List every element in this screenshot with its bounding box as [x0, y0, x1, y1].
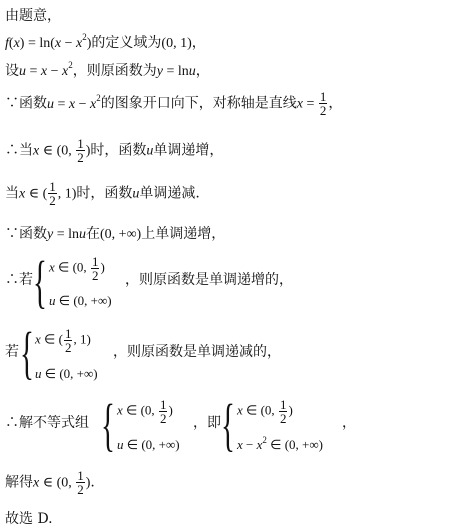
left-brace: {: [221, 392, 235, 457]
fraction-half: $\frac{1}{2}$: [77, 136, 84, 165]
text: ∵函数: [5, 226, 47, 242]
case-increasing-label: ∴若: [5, 272, 33, 288]
text: ∵函数: [5, 95, 47, 112]
text: 的图象开口向下，对称轴是直线: [100, 95, 297, 112]
system-row: u ∈ (0, +∞): [49, 293, 112, 308]
text: 时，函数: [90, 142, 147, 159]
punct: .: [90, 474, 95, 491]
system-row: $x - x^2$ ∈ (0, +∞): [237, 434, 323, 452]
domain-line: [5, 34, 206, 53]
fraction-half: $\frac{1}{2}$: [319, 89, 327, 118]
substitution-line: [5, 62, 210, 81]
function-definition: $f(x) = \ln(x - x^2)$: [5, 32, 92, 51]
increasing-line: ∴当x ∈ (0, $\frac{1}{2}$ )时，函数u单调递增，: [5, 136, 224, 165]
punct: ，: [328, 95, 343, 112]
y-definition: y = lnu: [47, 227, 87, 242]
text: 单调递减.: [139, 185, 200, 202]
text: 上单调递增，: [141, 226, 226, 242]
punct: ，: [342, 415, 356, 431]
system-row: x ∈ (0, $\frac{1}{2}$ ): [49, 254, 105, 283]
axis-line: ∵函数$u = x - x^2$的图象开口向下，对称轴是直线x = $\frac{1}{2}$ ，: [5, 89, 343, 118]
domain-interval: (0, 1): [161, 36, 192, 51]
answer-line: 故选 D.: [5, 511, 53, 527]
text: ∴当: [5, 142, 33, 159]
text: 当: [5, 185, 19, 202]
text: 在: [86, 226, 101, 242]
fraction-half: $\frac{1}{2}$: [77, 468, 84, 497]
system-row: u ∈ (0, +∞): [117, 437, 180, 452]
text: 解得: [5, 474, 33, 491]
fraction-half: $\frac{1}{2}$: [49, 179, 56, 208]
text: 时，函数: [76, 185, 133, 202]
system-row: x ∈ (0, $\frac{1}{2}$ ): [237, 397, 293, 426]
ln-monotonic-line: [5, 225, 225, 244]
interval: (0, +∞): [100, 227, 142, 242]
case-decreasing-label: 若: [5, 344, 19, 360]
solution-line: 解得x ∈ (0, $\frac{1}{2}$ ).: [5, 468, 95, 497]
u-expression: $u = x - x^2$: [47, 92, 101, 112]
text: 设: [5, 63, 19, 79]
punct: ，: [195, 63, 210, 79]
decreasing-conclusion: ，则原函数是单调递减的，: [113, 344, 281, 360]
solve-label: ∴解不等式组: [5, 415, 89, 431]
punct: ，: [191, 35, 206, 51]
left-brace: {: [101, 392, 115, 457]
domain-text: 的定义域为: [91, 35, 162, 51]
increasing-conclusion: ，则原函数是单调递增的，: [125, 272, 293, 288]
left-brace: {: [20, 320, 34, 385]
left-brace: {: [33, 249, 47, 314]
equivalently-label: ，即: [193, 415, 221, 431]
system-row: u ∈ (0, +∞): [35, 366, 98, 381]
y-definition: y = lnu: [156, 64, 196, 79]
text: ，则原函数为: [72, 63, 157, 79]
system-row: x ∈ (0, $\frac{1}{2}$ ): [117, 397, 173, 426]
intro-line: 由题意，: [5, 8, 61, 24]
u-definition: $u = x - x^2$: [19, 60, 73, 79]
text: 单调递增，: [153, 142, 224, 159]
system-row: x ∈ ( $\frac{1}{2}$ , 1): [35, 326, 91, 355]
decreasing-line: 当x ∈ ( $\frac{1}{2}$ , 1)时，函数u单调递减.: [5, 179, 200, 208]
